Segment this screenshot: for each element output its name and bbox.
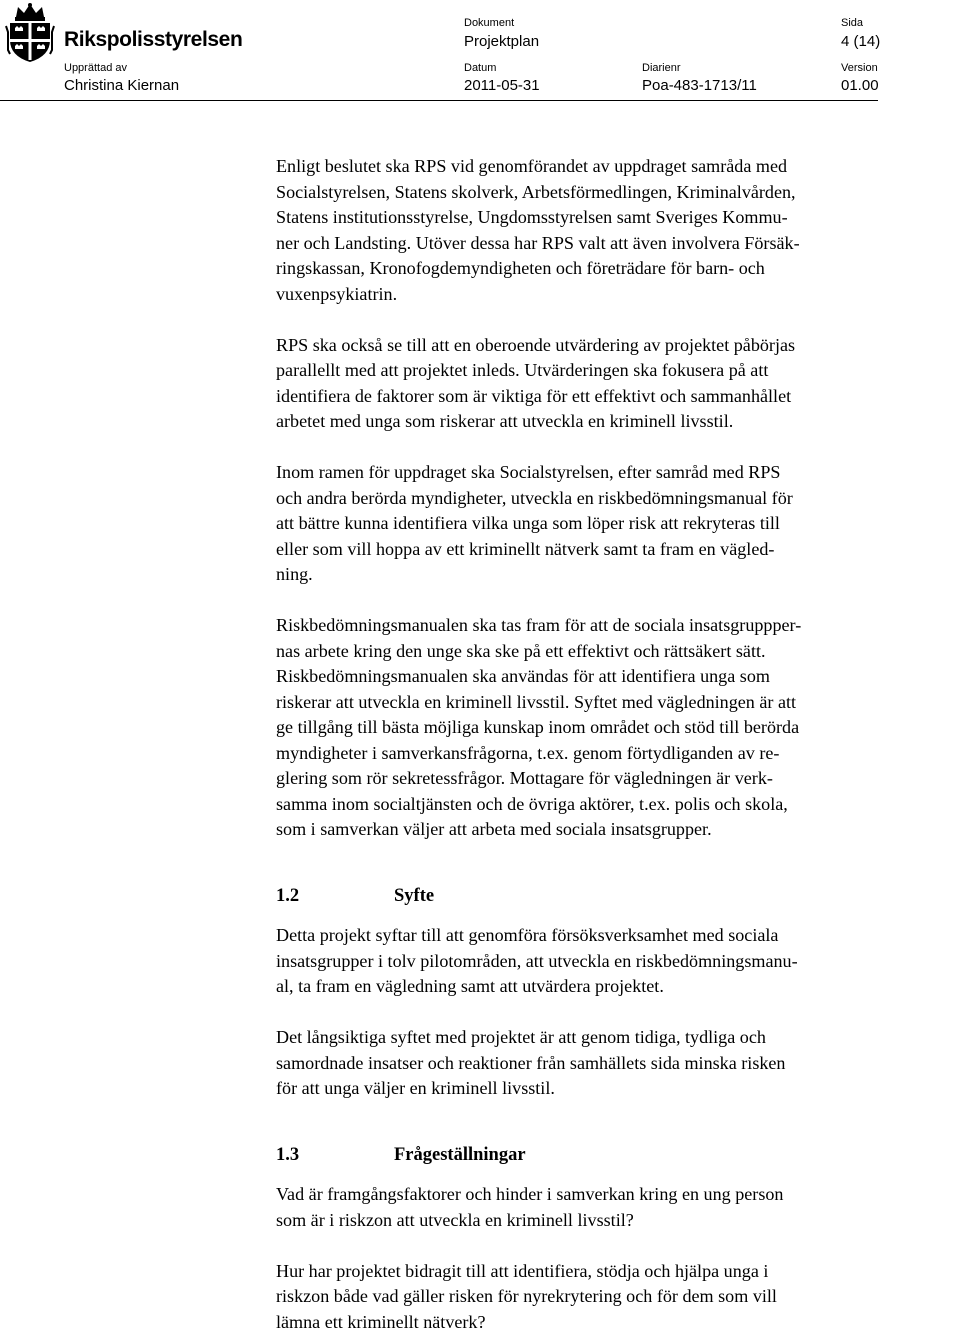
body-paragraph-manual-purpose: Riskbedömningsmanualen ska tas fram för att de sociala insatsgruppper- nas arbete kring den unge ska ske på ett effektivt och rättsäkert sätt. Riskbedömningsmanualen ska användas för att identifiera unga som riskerar att utveckla en kriminell livsstil. Syftet med vägledningen är att ge tillgång till bästa möjliga kunskap inom området och stöd till berörda myndigheter i samverkansfrågorna, t.ex. genom förtydliganden av re- glering som rör sekretessfrågor. Mottagare för vägledningen är verk- samma inom socialtjänsten och de övriga aktörer, t.ex. polis och skola, som i samverkan väljer att arbeta med sociala insatsgrupper. [276, 613, 916, 843]
version-label: Version [841, 62, 878, 75]
version-value: 01.00 [841, 77, 879, 95]
section-heading-fragestallningar [276, 1143, 916, 1169]
author-value: Christina Kiernan [64, 77, 179, 95]
date-label: Datum [464, 62, 496, 75]
document-header [0, 0, 960, 100]
document-body [276, 154, 916, 1335]
body-paragraph-risk-manual: Inom ramen för uppdraget ska Socialstyrelsen, efter samråd med RPS och andra berörda myndigheter, utveckla en riskbedömningsmanual för att bättre kunna identifiera vilka unga som löper risk att rekryteras till eller som vill hoppa av ett kriminellt nätverk samt ta fram en vägled- ning. [276, 460, 916, 588]
reference-label: Diarienr [642, 62, 681, 75]
crown-coat-of-arms-icon [4, 2, 56, 64]
fragestallningar-paragraph-1: Vad är framgångsfaktorer och hinder i samverkan kring en ung person som är i riskzon att utveckla en kriminell livsstil? [276, 1182, 916, 1233]
reference-value: Poa-483-1713/11 [642, 77, 757, 95]
syfte-paragraph-2: Det långsiktiga syftet med projektet är att genom tidiga, tydliga och samordnade insatser och reaktioner från samhällets sida minska risken för att unga väljer en kriminell livsstil. [276, 1025, 916, 1102]
syfte-paragraph-1: Detta projekt syftar till att genomföra försöksverksamhet med sociala insatsgrupper i tolv pilotområden, att utveckla en riskbedömningsmanu- al, ta fram en vägledning samt att utvärdera projektet. [276, 923, 916, 1000]
brand-name: Rikspolisstyrelsen [64, 28, 242, 52]
date-value: 2011-05-31 [464, 77, 540, 95]
document-value: Projektplan [464, 33, 539, 51]
body-paragraph-evaluation: RPS ska också se till att en oberoende utvärdering av projektet påbörjas parallellt med att projektet inleds. Utvärderingen ska fokusera på att identifiera de faktorer som är viktiga för ett effektivt och sammanhållet arbetet med unga som riskerar att utveckla en kriminell livsstil. [276, 333, 916, 435]
page-value: 4 (14) [841, 33, 880, 51]
fragestallningar-paragraph-2: Hur har projektet bidragit till att identifiera, stödja och hjälpa unga i riskzon både vad gäller risken för nyrekrytering och för dem som vill lämna ett kriminellt nätverk? [276, 1259, 916, 1335]
header-divider [0, 100, 878, 101]
page-label: Sida [841, 17, 863, 30]
section-title: Frågeställningar [394, 1145, 526, 1165]
section-number: 1.2 [276, 884, 394, 910]
document-label: Dokument [464, 17, 514, 30]
body-paragraph-consultation: Enligt beslutet ska RPS vid genomförandet av uppdraget samråda med Socialstyrelsen, Statens skolverk, Arbetsförmedlingen, Kriminalvården, Statens institutionsstyrelse, Ungdomsstyrelsen samt Sveriges Kommu- ner och Landsting. Utöver dessa har RPS valt att även involvera Försäk- ringskassan, Kronofogdemyndigheten och företrädare för barn- och vuxenpsykiatrin. [276, 154, 916, 307]
section-heading-syfte [276, 884, 916, 910]
author-label: Upprättad av [64, 62, 127, 75]
section-title: Syfte [394, 886, 434, 906]
section-number: 1.3 [276, 1143, 394, 1169]
